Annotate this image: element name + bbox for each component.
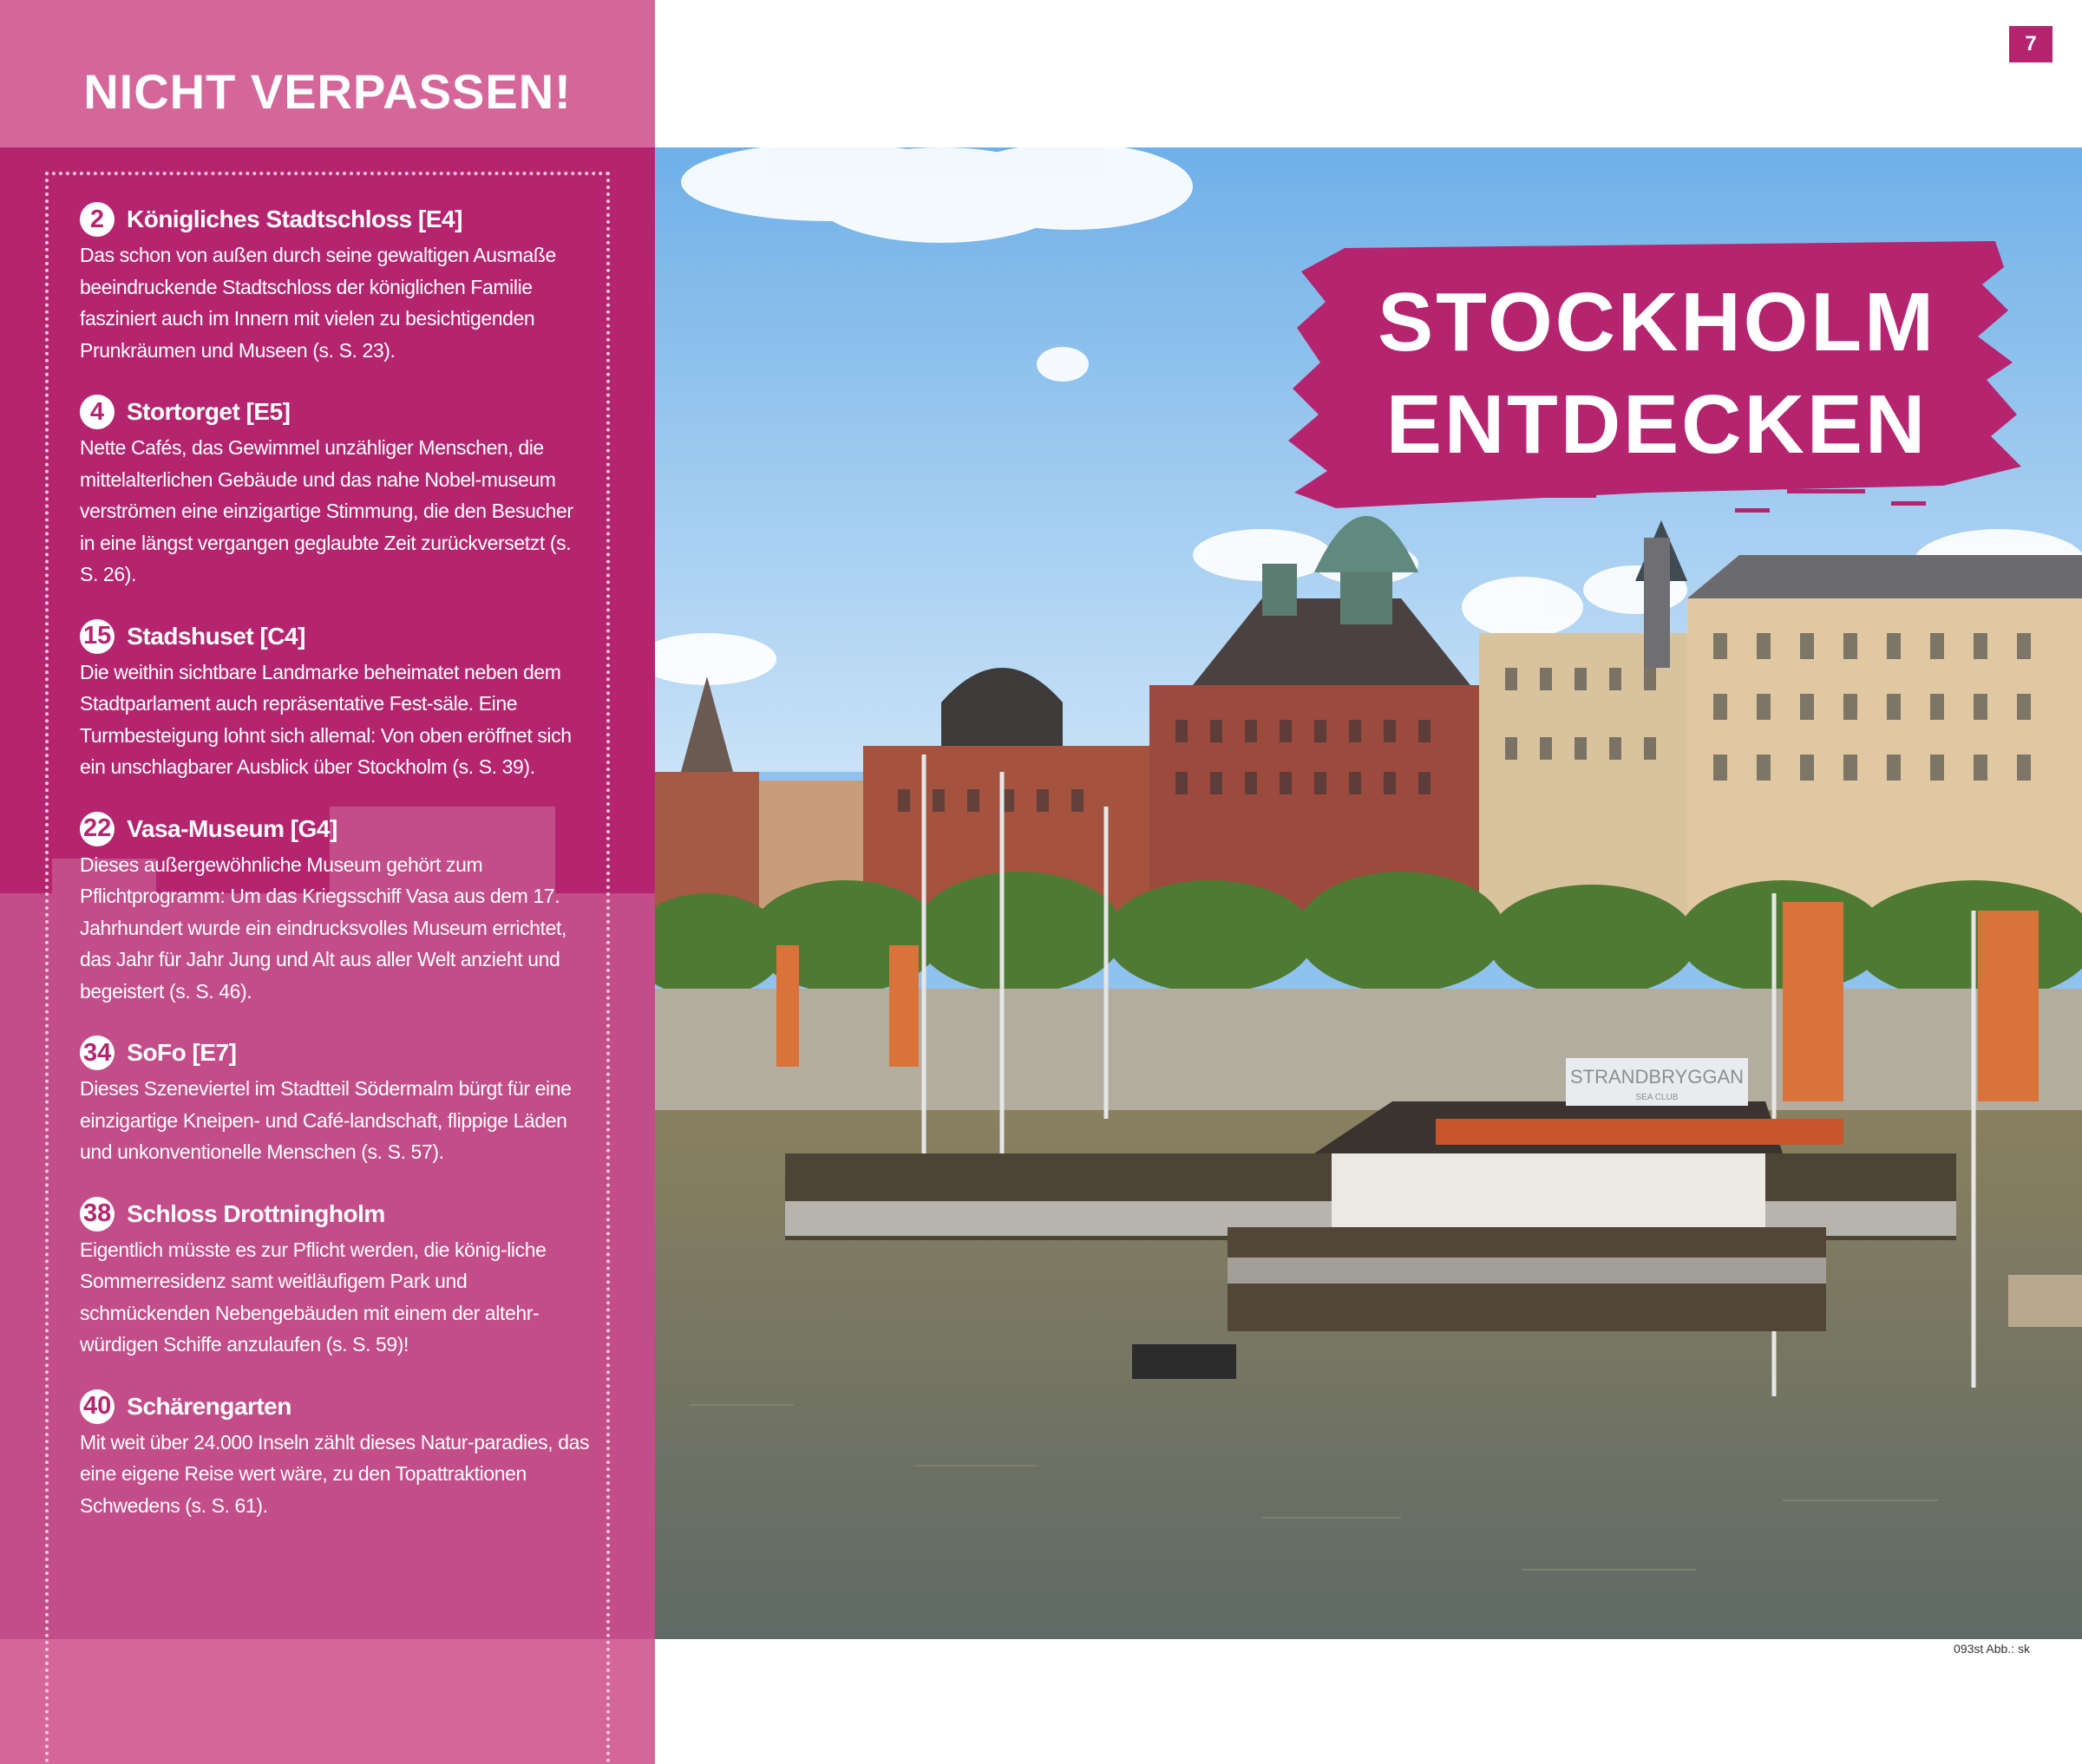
entry-text: Die weithin sichtbare Landmarke beheimatet neben dem Stadtparlament auch repräsentative Fest-säle. Eine Turmbesteigung lohnt sich allemal: Von oben eröffnet sich ein unschlagbarer Ausblick über Stockholm (s. S. 39). [80,660,572,778]
entry-number-badge: 4 [80,395,115,429]
list-item [80,199,592,366]
title-banner [1284,232,2030,527]
entry-heading [80,1194,592,1234]
banner-line-1: STOCKHOLM [1378,276,1936,369]
entry-heading [80,809,592,849]
list-item [80,392,592,591]
entry-title: Schloss Drottningholm [127,1199,385,1227]
entry-title: Königliches Stadtschloss [E4] [127,206,462,232]
entry-number-badge: 34 [80,1036,115,1070]
sidebar [0,0,655,1764]
entry-text: Dieses außergewöhnliche Museum gehört zum Pflichtprogramm: Um das Kriegsschiff Vasa aus dem 17. Jahrhundert wurde ein eindrucksvolles Museum errichtet, das Jahr für Jahr Jung und Alt aus aller Welt anzieht und begeistert (s. S. 46). [80,853,566,1003]
entry-text: Eigentlich müsste es zur Pflicht werden, die könig-liche Sommerresidenz samt weitläufigem Park und schmückenden Nebengebäuden mit einem der altehr-würdigen Schiffe anzulaufen (s. S. 59)! [80,1238,547,1356]
entry-text: Mit weit über 24.000 Inseln zählt dieses Natur-paradies, das eine eigene Reise wert wäre, zu den Topattraktionen Schwedens (s. S. 61). [80,1430,590,1517]
entry-number-badge: 15 [80,619,115,654]
entry-title: Stortorget [E5] [127,398,291,425]
highlight-list [80,199,592,1547]
list-item [80,617,592,783]
list-item [80,1033,592,1168]
entry-heading [80,392,592,432]
entry-title: SoFo [E7] [127,1039,237,1066]
image-credit: 093st Abb.: sk [1954,1642,2030,1656]
entry-text: Dieses Szeneviertel im Stadtteil Södermalm bürgt für eine einzigartige Kneipen- und Café-landschaft, flippige Läden und unkonventionelle Menschen (s. S. 57). [80,1077,572,1163]
entry-heading [80,1033,592,1073]
list-item [80,1387,592,1522]
entry-text: Das schon von außen durch seine gewaltigen Ausmaße beeindruckende Stadtschloss der königlichen Familie fasziniert auch im Innern mit vielen zu besichtigenden Prunkräumen und Museen (s. S. 23). [80,244,556,362]
list-item [80,809,592,1008]
entry-title: Stadshuset [C4] [127,622,305,650]
entry-number-badge: 22 [80,812,115,846]
entry-heading [80,1387,592,1427]
sea-club-sign: SEA CLUB [1635,1093,1679,1102]
entry-number-badge: 38 [80,1197,115,1232]
entry-heading [80,617,592,657]
entry-text: Nette Cafés, das Gewimmel unzähliger Menschen, die mittelalterlichen Gebäude und das nahe Nobel-museum verströmen eine einzigartige Stimmung, die den Besucher in eine längst vergangen geglaubte Zeit zurückversetzt (s. S. 26). [80,436,573,585]
entry-title: Schärengarten [127,1392,291,1420]
strandbryggan-sign: STRANDBRYGGAN [1569,1066,1745,1088]
entry-number-badge: 2 [80,202,115,237]
banner-line-2: ENTDECKEN [1385,378,1928,471]
page-number: 7 [2009,26,2053,62]
banner-heading [1284,271,2030,476]
list-item [80,1194,592,1361]
entry-title: Vasa-Museum [G4] [127,814,337,842]
entry-heading [80,199,592,239]
entry-number-badge: 40 [80,1389,115,1424]
sidebar-title: NICHT VERPASSEN! [83,64,572,119]
